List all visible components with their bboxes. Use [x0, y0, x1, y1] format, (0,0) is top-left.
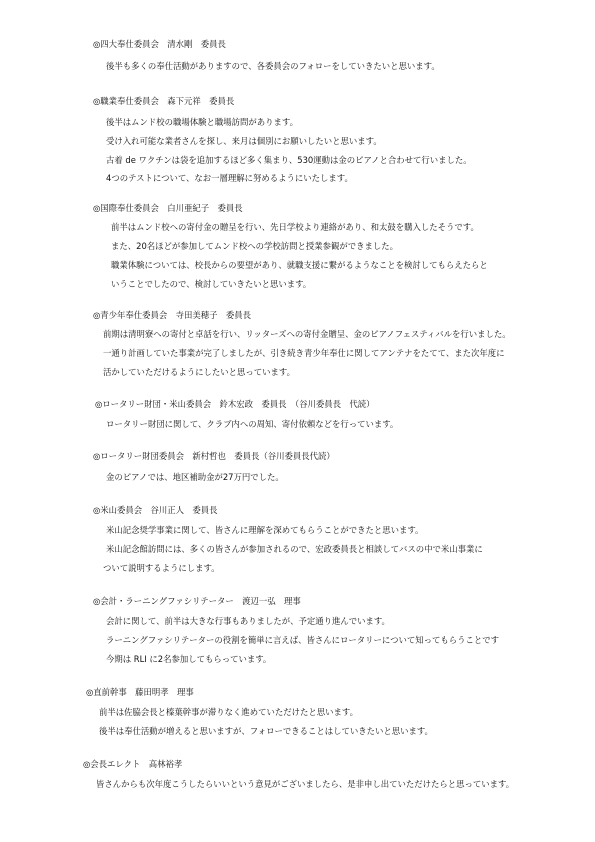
section-line: 米山記念館訪問には、多くの皆さんが参加されるので、宏政委員長と相談してバスの中で米山事業に	[106, 544, 483, 554]
section-line: いうことでしたので、検討していきたいと思います。	[111, 279, 312, 289]
section-line: 後半はムンド校の職場体験と職場訪問があります。	[106, 117, 298, 127]
section-line: 米山記念奨学事業に関して、皆さんに理解を深めてもらうことができたと思います。	[106, 525, 424, 535]
section-heading: ◎青少年奉仕委員会 寺田美穂子 委員長	[93, 310, 252, 320]
section-line: 受け入れ可能な業者さんを探し、来月は個別にお願いしたいと思います。	[106, 136, 382, 146]
section-line: また、20名ほどが参加してムンド校への学校訪問と授業参観ができました。	[111, 241, 399, 251]
section-line: 後半も多くの奉仕活動がありますので、各委員会のフォローをしていきたいと思います。	[106, 61, 440, 71]
section-line: 今期は RLI に2名参加してもらっています。	[106, 654, 272, 664]
section-heading: ◎米山委員会 谷川正人 委員長	[93, 505, 218, 515]
section-line: ラーニングファシリテーターの役割を簡単に言えば、皆さんにロータリーについて知ってもらうことです	[106, 635, 499, 645]
section-heading: ◎国際奉仕委員会 白川亜紀子 委員長	[93, 203, 243, 213]
section-heading: ◎直前幹事 藤田明孝 理事	[86, 687, 194, 697]
section-line: 活かしていただけるようにしたいと思っています。	[103, 367, 295, 377]
section-line: ロータリー財団に関して、クラブ内への周知、寄付依頼などを行っています。	[106, 419, 399, 429]
section-line: 金のピアノでは、地区補助金が27万円でした。	[106, 472, 284, 482]
section-heading: ◎ロータリー財団委員会 新村哲也 委員長（谷川委員長代読）	[93, 451, 335, 461]
section-line: 前半はムンド校への寄付金の贈呈を行い、先日学校より連絡があり、和太鼓を購入したそうです。	[111, 222, 479, 232]
section-heading: ◎会長エレクト 高林裕孝	[83, 759, 183, 769]
section-heading: ◎職業奉仕委員会 森下元祥 委員長	[93, 96, 235, 106]
section-line: 古着 de ワクチンは袋を追加するほど多く集まり、530運動は金のピアノと合わせて行いました。	[106, 155, 472, 165]
section-line: 会計に関して、前半は大きな行事もありましたが、予定通り進んでいます。	[106, 616, 390, 626]
section-line: 前期は清明寮への寄付と卓話を行い、リッターズへの寄付金贈呈、金のピアノフェスティバルを行いました。	[103, 329, 511, 339]
section-line: 4つのテストについて、なお一層理解に努めるようにいたします。	[106, 173, 353, 183]
section-line: 皆さんからも次年度こうしたらいいという意見がございましたら、是非申し出ていただけたらと思っています。	[96, 779, 515, 789]
section-line: 職業体験については、校長からの要望があり、就職支援に繋がるようなことを検討してもらえたらと	[111, 260, 488, 270]
section-line: 前半は佐脇会長と榛葉幹事が滞りなく進めていただけたと思います。	[99, 707, 358, 717]
section-line: 一通り計画していた事業が完了しましたが、引き続き青少年奉仕に関してアンテナをたてて、また次年度に	[103, 348, 505, 358]
section-line: ついて説明するようにします。	[103, 563, 220, 573]
section-line: 後半は奉仕活動が増えると思いますが、フォローできることはしていきたいと思います。	[99, 726, 433, 736]
section-heading: ◎ロータリー財団・米山委員会 鈴木宏政 委員長 （谷川委員長 代読）	[95, 399, 375, 409]
section-heading: ◎会計・ラーニングファシリテーター 渡辺一弘 理事	[93, 596, 301, 606]
section-heading: ◎四大奉仕委員会 清水剛 委員長	[93, 39, 226, 49]
